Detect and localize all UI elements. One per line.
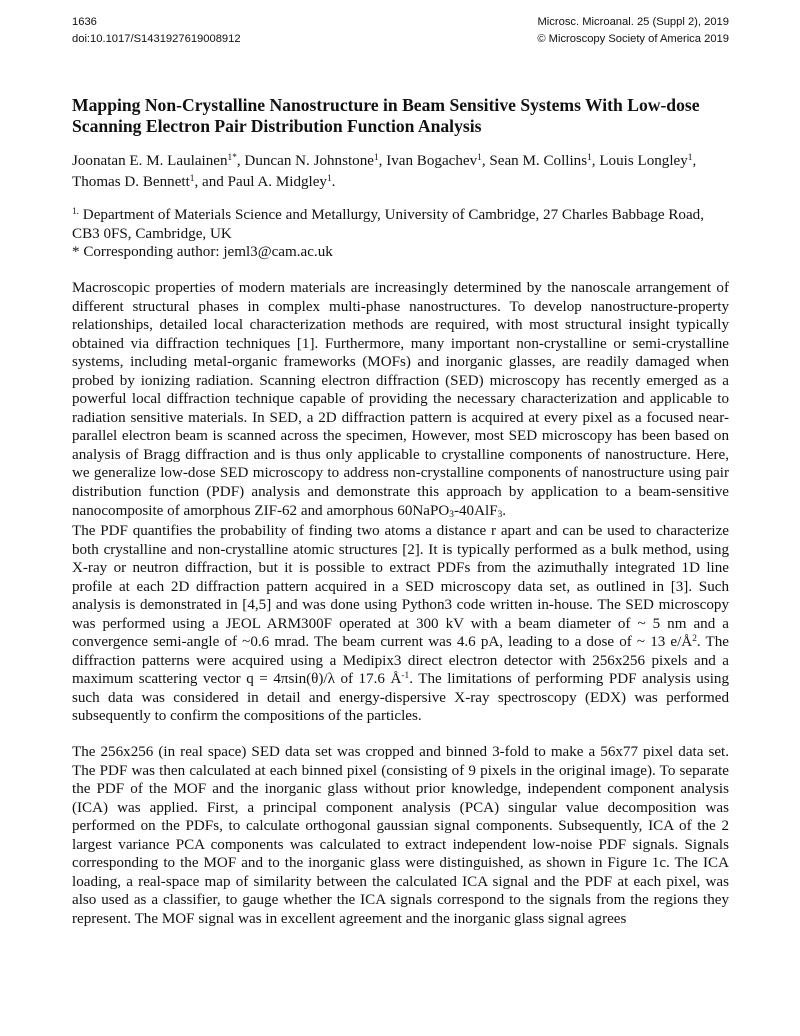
- author: Duncan N. Johnstone$^1$,: [244, 152, 387, 169]
- copyright-notice: © Microscopy Society of America 2019: [537, 33, 729, 45]
- author: Joonatan E. M. Laulainen$^{1*}$,: [72, 152, 245, 169]
- affiliation-marker: 1.: [72, 206, 80, 217]
- author: Paul A. Midgley$^1$.: [227, 173, 336, 190]
- journal-citation: Microsc. Microanal. 25 (Suppl 2), 2019: [537, 16, 729, 28]
- affiliation-line: $^{1.}$ Department of Materials Science and Metallurgy, University of Cambridge, 27 Charles Babbage Road,: [72, 206, 704, 223]
- author: Louis Longley$^1$,: [599, 152, 697, 169]
- paper-title: [72, 95, 742, 137]
- author: Thomas D. Bennett$^1$, and: [72, 173, 228, 190]
- doi-link[interactable]: doi:10.1017/S1431927619008912: [72, 33, 241, 45]
- author: Sean M. Collins$^1$,: [489, 152, 600, 169]
- page-number: 1636: [72, 16, 97, 28]
- title-line-1: Mapping Non-Crystalline Nanostructure in Beam Sensitive Systems With Low-dose: [72, 95, 700, 115]
- body-paragraph-2: The PDF quantifies the probability of finding two atoms a distance r apart and can be used to characterize both crystalline and non-crystalline atomic structures [2]. It is typically performed as a bulk method, using X-ray or neutron diffraction, but it is possible to extract PDFs from the azimuthally integrated 1D line profile at each 2D diffraction pattern acquired in a SED microscopy data set, as outlined in [3]. Such analysis is demonstrated in [4,5] and was done using Python3 code written in-house. The SED microscopy was performed using a JEOL ARM300F operated at 300 kV with a beam diameter of ~ 5 nm and a convergence semi-angle of ~0.6 mrad. The beam current was 4.6 pA, leading to a dose of ~ 13 $e/Å^2$. The diffraction patterns were acquired using a Medipix3 direct electron detector with 256x256 pixels and a maximum scattering vector q = 4πsin(θ)/λ of 17.6 $Å^{-1}$. The limitations of performing PDF analysis using such data was considered in detail and energy-dispersive X-ray spectroscopy (EDX) was performed subsequently to confirm the compositions of the particles.: [72, 523, 729, 725]
- title-line-2: Scanning Electron Pair Distribution Function Analysis: [72, 116, 482, 136]
- author: Ivan Bogachev$^1$,: [386, 152, 490, 169]
- body-paragraph-1: Macroscopic properties of modern materials are increasingly determined by the nanoscale arrangement of different structural phases in complex multi-phase nanostructures. To develop nanostructure-property relationships, detailed local characterization methods are required, with most structural insight typically obtained via diffraction techniques [1]. Furthermore, many important non-crystalline or semi-crystalline systems, including metal-organic frameworks (MOFs) and inorganic glasses, are readily damaged when probed by ionizing radiation. Scanning electron diffraction (SED) microscopy has recently emerged as a powerful local diffraction technique capable of providing the necessary characterization and applicable to radiation sensitive materials. In SED, a 2D diffraction pattern is acquired at every pixel as a focused near-parallel electron beam is scanned across the specimen, However, most SED microscopy has been based on analysis of Bragg diffraction and is thus only applicable to crystalline components of nanostructure. Here, we generalize low-dose SED microscopy to address non-crystalline components of nanostructure using pair distribution function (PDF) analysis and demonstrate this approach by application to a beam-sensitive nanocomposite of amorphous ZIF-62 and amorphous 60NaPO$_3$-40AlF$_3$.: [72, 280, 729, 520]
- affiliation-address: CB3 0FS, Cambridge, UK: [72, 225, 232, 242]
- corresponding-author: * Corresponding author: jeml3@cam.ac.uk: [72, 244, 333, 261]
- body-paragraph-3: The 256x256 (in real space) SED data set was cropped and binned 3-fold to make a 56x77 pixel data set. The PDF was then calculated at each binned pixel (consisting of 9 pixels in the original image). To separate the PDF of the MOF and the inorganic glass without prior knowledge, independent component analysis (ICA) was applied. First, a principal component analysis (PCA) singular value decomposition was performed on the PDFs, to calculate orthogonal gaussian signal components. Subsequently, ICA of the 2 largest variance PCA components was calculated to extract independent low-noise PDF signals. Signals corresponding to the MOF and to the inorganic glass were distinguished, as shown in Figure 1c. The ICA loading, a real-space map of similarity between the calculated ICA signal and the PDF at each pixel, was also used as a classifier, to gauge whether the ICA signals correspond to the signals from the regions they represent. The MOF signal was in excellent agreement and the inorganic glass signal agrees: [72, 744, 729, 927]
- author-list: [72, 151, 742, 193]
- affiliation-block: [72, 206, 742, 262]
